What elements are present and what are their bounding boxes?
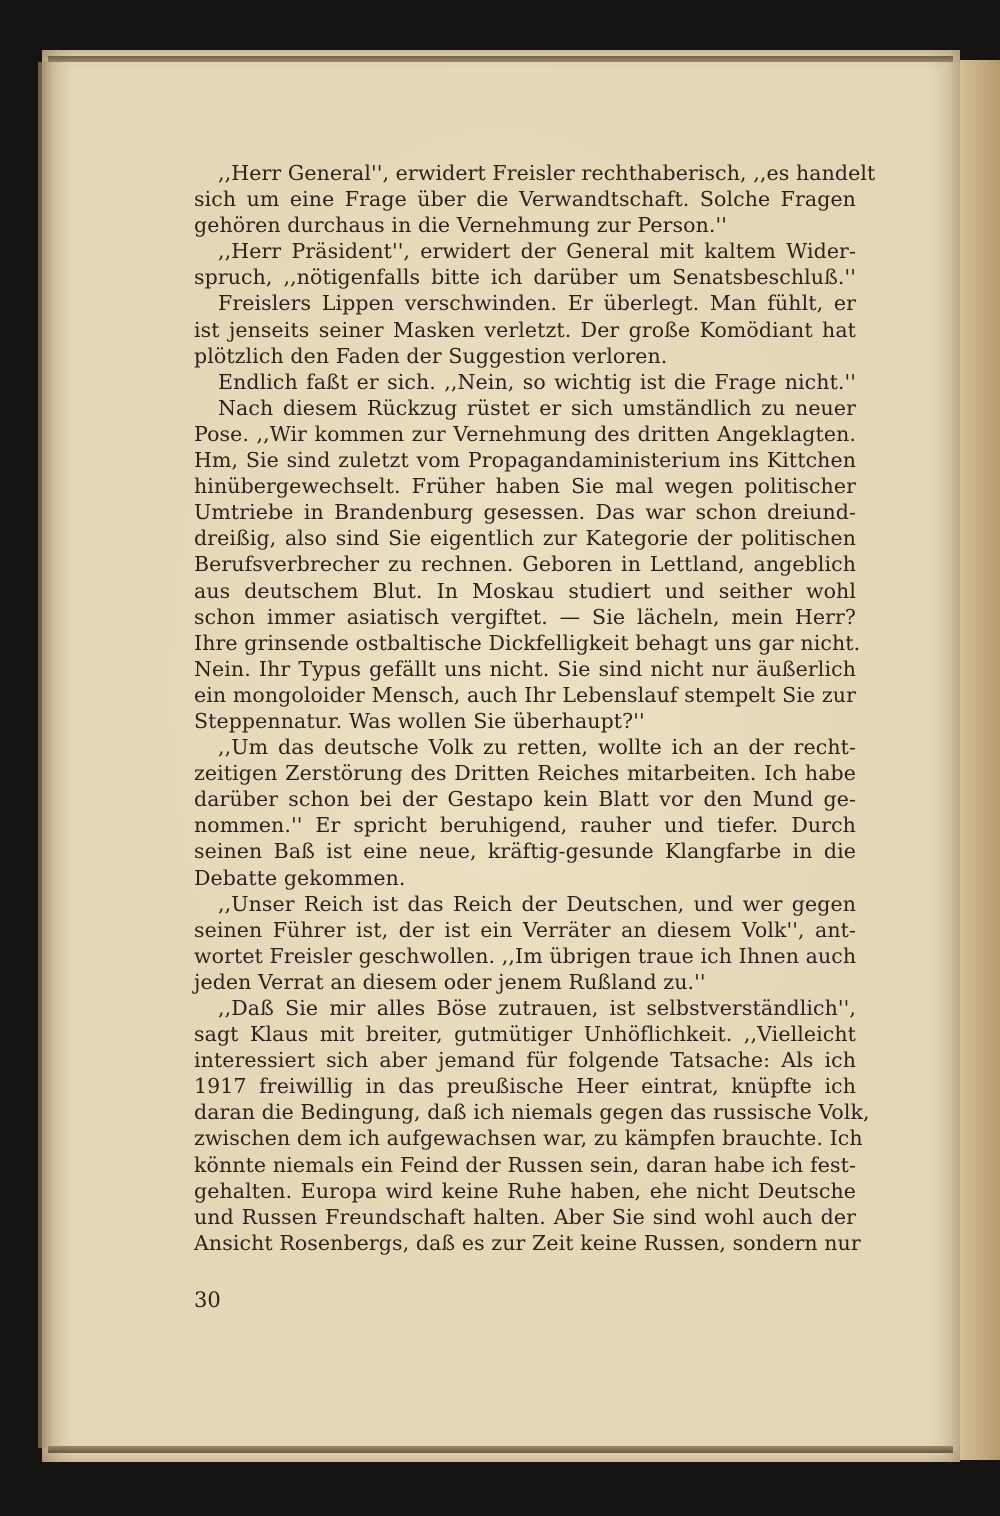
text-line: gehören durchaus in die Vernehmung zur Person.'' <box>194 213 727 238</box>
text-line: Debatte gekommen. <box>194 865 406 890</box>
text-line: nommen.'' Er spricht beruhigend, rauher und tiefer. Durch <box>194 813 856 838</box>
text-line: seinen Führer ist, der ist ein Verräter an diesem Volk'', ant- <box>194 917 856 942</box>
text-line: Ansicht Rosenbergs, daß es zur Zeit keine Russen, sondern nur <box>194 1230 861 1255</box>
text-line: Nach diesem Rückzug rüstet er sich umständlich zu neuer <box>218 395 856 420</box>
text-line: Ihre grinsende ostbaltische Dickfelligkeit behagt uns gar nicht. <box>194 630 861 655</box>
page-top-border <box>48 56 953 62</box>
page-number: 30 <box>194 1288 221 1312</box>
text-line: darüber schon bei der Gestapo kein Blatt vor den Mund ge- <box>194 787 856 812</box>
text-line: interessiert sich aber jemand für folgende Tatsache: Als ich <box>194 1048 856 1073</box>
text-line: dreißig, also sind Sie eigentlich zur Kategorie der politischen <box>194 526 856 551</box>
text-line: jeden Verrat an diesem oder jenem Rußland zu.'' <box>194 969 706 994</box>
text-line: ,,Daß Sie mir alles Böse zutrauen, ist selbstverständlich'', <box>218 996 856 1020</box>
text-line: gehalten. Europa wird keine Ruhe haben, ehe nicht Deutsche <box>194 1178 856 1203</box>
text-line: ,,Herr Präsident'', erwidert der General mit kaltem Wider- <box>218 239 856 264</box>
text-line: zeitigen Zerstörung des Dritten Reiches mitarbeiten. Ich habe <box>194 761 856 786</box>
text-line: hinübergewechselt. Früher haben Sie mal wegen politischer <box>194 474 856 499</box>
text-line: Endlich faßt er sich. ,,Nein, so wichtig ist die Frage nicht.'' <box>218 369 856 394</box>
text-line: Nein. Ihr Typus gefällt uns nicht. Sie sind nicht nur äußerlich <box>194 656 856 681</box>
text-line: ,,Unser Reich ist das Reich der Deutschen, und wer gegen <box>218 891 856 916</box>
text-line: ,,Um das deutsche Volk zu retten, wollte ich an der recht- <box>218 735 856 760</box>
text-line: 1917 freiwillig in das preußische Heer eintrat, knüpfte ich <box>194 1074 856 1099</box>
text-line: wortet Freisler geschwollen. ,,Im übrigen traue ich Ihnen auch <box>194 943 857 968</box>
text-line: und Russen Freundschaft halten. Aber Sie sind wohl auch der <box>194 1204 856 1229</box>
text-line: aus deutschem Blut. In Moskau studiert und seither wohl <box>194 578 856 603</box>
text-line: schon immer asiatisch vergiftet. — Sie lächeln, mein Herr? <box>194 604 856 629</box>
text-line: Steppennatur. Was wollen Sie überhaupt?'' <box>194 708 645 733</box>
text-line: ein mongoloider Mensch, auch Ihr Lebenslauf stempelt Sie zur <box>194 682 856 707</box>
text-line: Pose. ,,Wir kommen zur Vernehmung des dritten Angeklagten. <box>194 421 856 446</box>
text-line: könnte niemals ein Feind der Russen sein, daran habe ich fest- <box>194 1152 856 1177</box>
body-text <box>194 160 876 1256</box>
text-line: Freislers Lippen verschwinden. Er überlegt. Man fühlt, er <box>218 291 856 316</box>
text-line: zwischen dem ich aufgewachsen war, zu kämpfen brauchte. Ich <box>194 1126 863 1151</box>
text-line: spruch, ,,nötigenfalls bitte ich darüber um Senatsbeschluß.'' <box>194 265 856 290</box>
text-line: ,,Herr General'', erwidert Freisler rechthaberisch, ,,es handelt <box>218 161 876 185</box>
page-bottom-border <box>48 1446 953 1453</box>
text-line: seinen Baß ist eine neue, kräftig-gesunde Klangfarbe in die <box>194 839 856 864</box>
text-line: sagt Klaus mit breiter, gutmütiger Unhöflichkeit. ,,Vielleicht <box>194 1022 856 1047</box>
text-line: ist jenseits seiner Masken verletzt. Der große Komödiant hat <box>194 317 856 342</box>
text-line: Hm, Sie sind zuletzt vom Propagandaministerium ins Kittchen <box>194 448 856 473</box>
page-edge-left <box>38 62 52 1448</box>
text-line: Berufsverbrecher zu rechnen. Geboren in Lettland, angeblich <box>194 552 856 577</box>
page-edge-right <box>955 60 1000 1460</box>
text-line: daran die Bedingung, daß ich niemals gegen das russische Volk, <box>194 1100 870 1125</box>
text-line: plötzlich den Faden der Suggestion verloren. <box>194 343 668 368</box>
text-line: Umtriebe in Brandenburg gesessen. Das war schon dreiund- <box>194 500 856 525</box>
text-line: sich um eine Frage über die Verwandtschaft. Solche Fragen <box>194 187 856 212</box>
